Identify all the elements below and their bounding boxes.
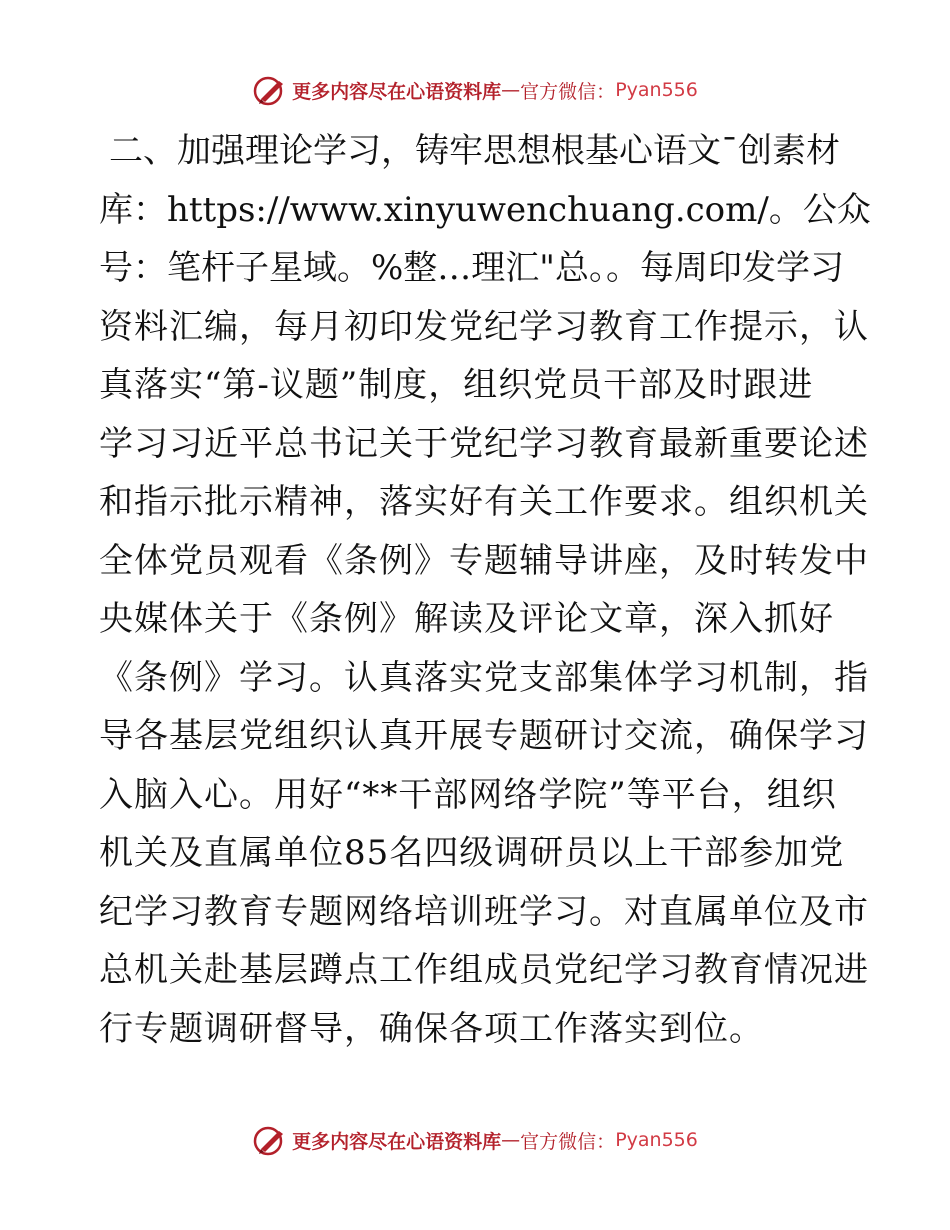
body-line: 行专题调研督导，确保各项工作落实到位。 (99, 1008, 764, 1049)
body-line: 号：笔杆子星域。%整…理汇"总。。每周印发学习 (99, 248, 844, 288)
body-line: 《条例》学习。认真落实党支部集体学习机制，指 (99, 657, 869, 698)
watermark-separator: — (501, 79, 521, 101)
body-line: 机关及直属单位85名四级调研员以上干部参加党 (99, 833, 845, 873)
watermark-separator: — (501, 1129, 521, 1151)
body-line: 真落实“第-议题”制度，组织党员干部及时跟进 (99, 365, 814, 405)
footer-watermark (0, 1120, 950, 1160)
body-line: 纪学习教育专题网络培训班学习。对直属单位及市 (99, 891, 869, 932)
pen-logo-icon (252, 1122, 288, 1158)
body-line: 库：https://www.xinyuwenchuang.com/。公众 (99, 189, 871, 230)
body-line: 入脑入心。用好“**干部网络学院”等平台，组织 (99, 774, 837, 815)
watermark-brand-text: 更多内容尽在心语资料库 (292, 1130, 502, 1153)
header-watermark (0, 70, 950, 110)
watermark-brand-text: 更多内容尽在心语资料库 (292, 80, 502, 103)
watermark-wechat-id: Pyan556 (615, 79, 698, 101)
watermark-wechat-label: 官方微信： (520, 1130, 616, 1153)
body-line: 和指示批示精神，落实好有关工作要求。组织机关 (99, 482, 869, 522)
body-line: 导各基层党组织认真开展专题研讨交流，确保学习 (99, 716, 869, 756)
watermark-wechat-id: Pyan556 (615, 1129, 698, 1151)
document-body (99, 122, 871, 1058)
body-line: 学习习近平总书记关于党纪学习教育最新重要论述 (99, 423, 869, 464)
pen-logo-icon (252, 72, 288, 108)
body-line: 央媒体关于《条例》解读及评论文章，深入抓好 (99, 599, 834, 639)
body-line: 资料汇编，每月初印发党纪学习教育工作提示，认 (99, 306, 869, 347)
watermark-wechat-label: 官方微信： (520, 80, 616, 103)
body-line: 全体党员观看《条例》专题辅导讲座，及时转发中 (99, 540, 869, 581)
body-line: 二、加强理论学习，铸牢思想根基心语文¯创素材 (109, 131, 840, 171)
body-line: 总机关赴基层蹲点工作组成员党纪学习教育情况进 (99, 950, 869, 990)
